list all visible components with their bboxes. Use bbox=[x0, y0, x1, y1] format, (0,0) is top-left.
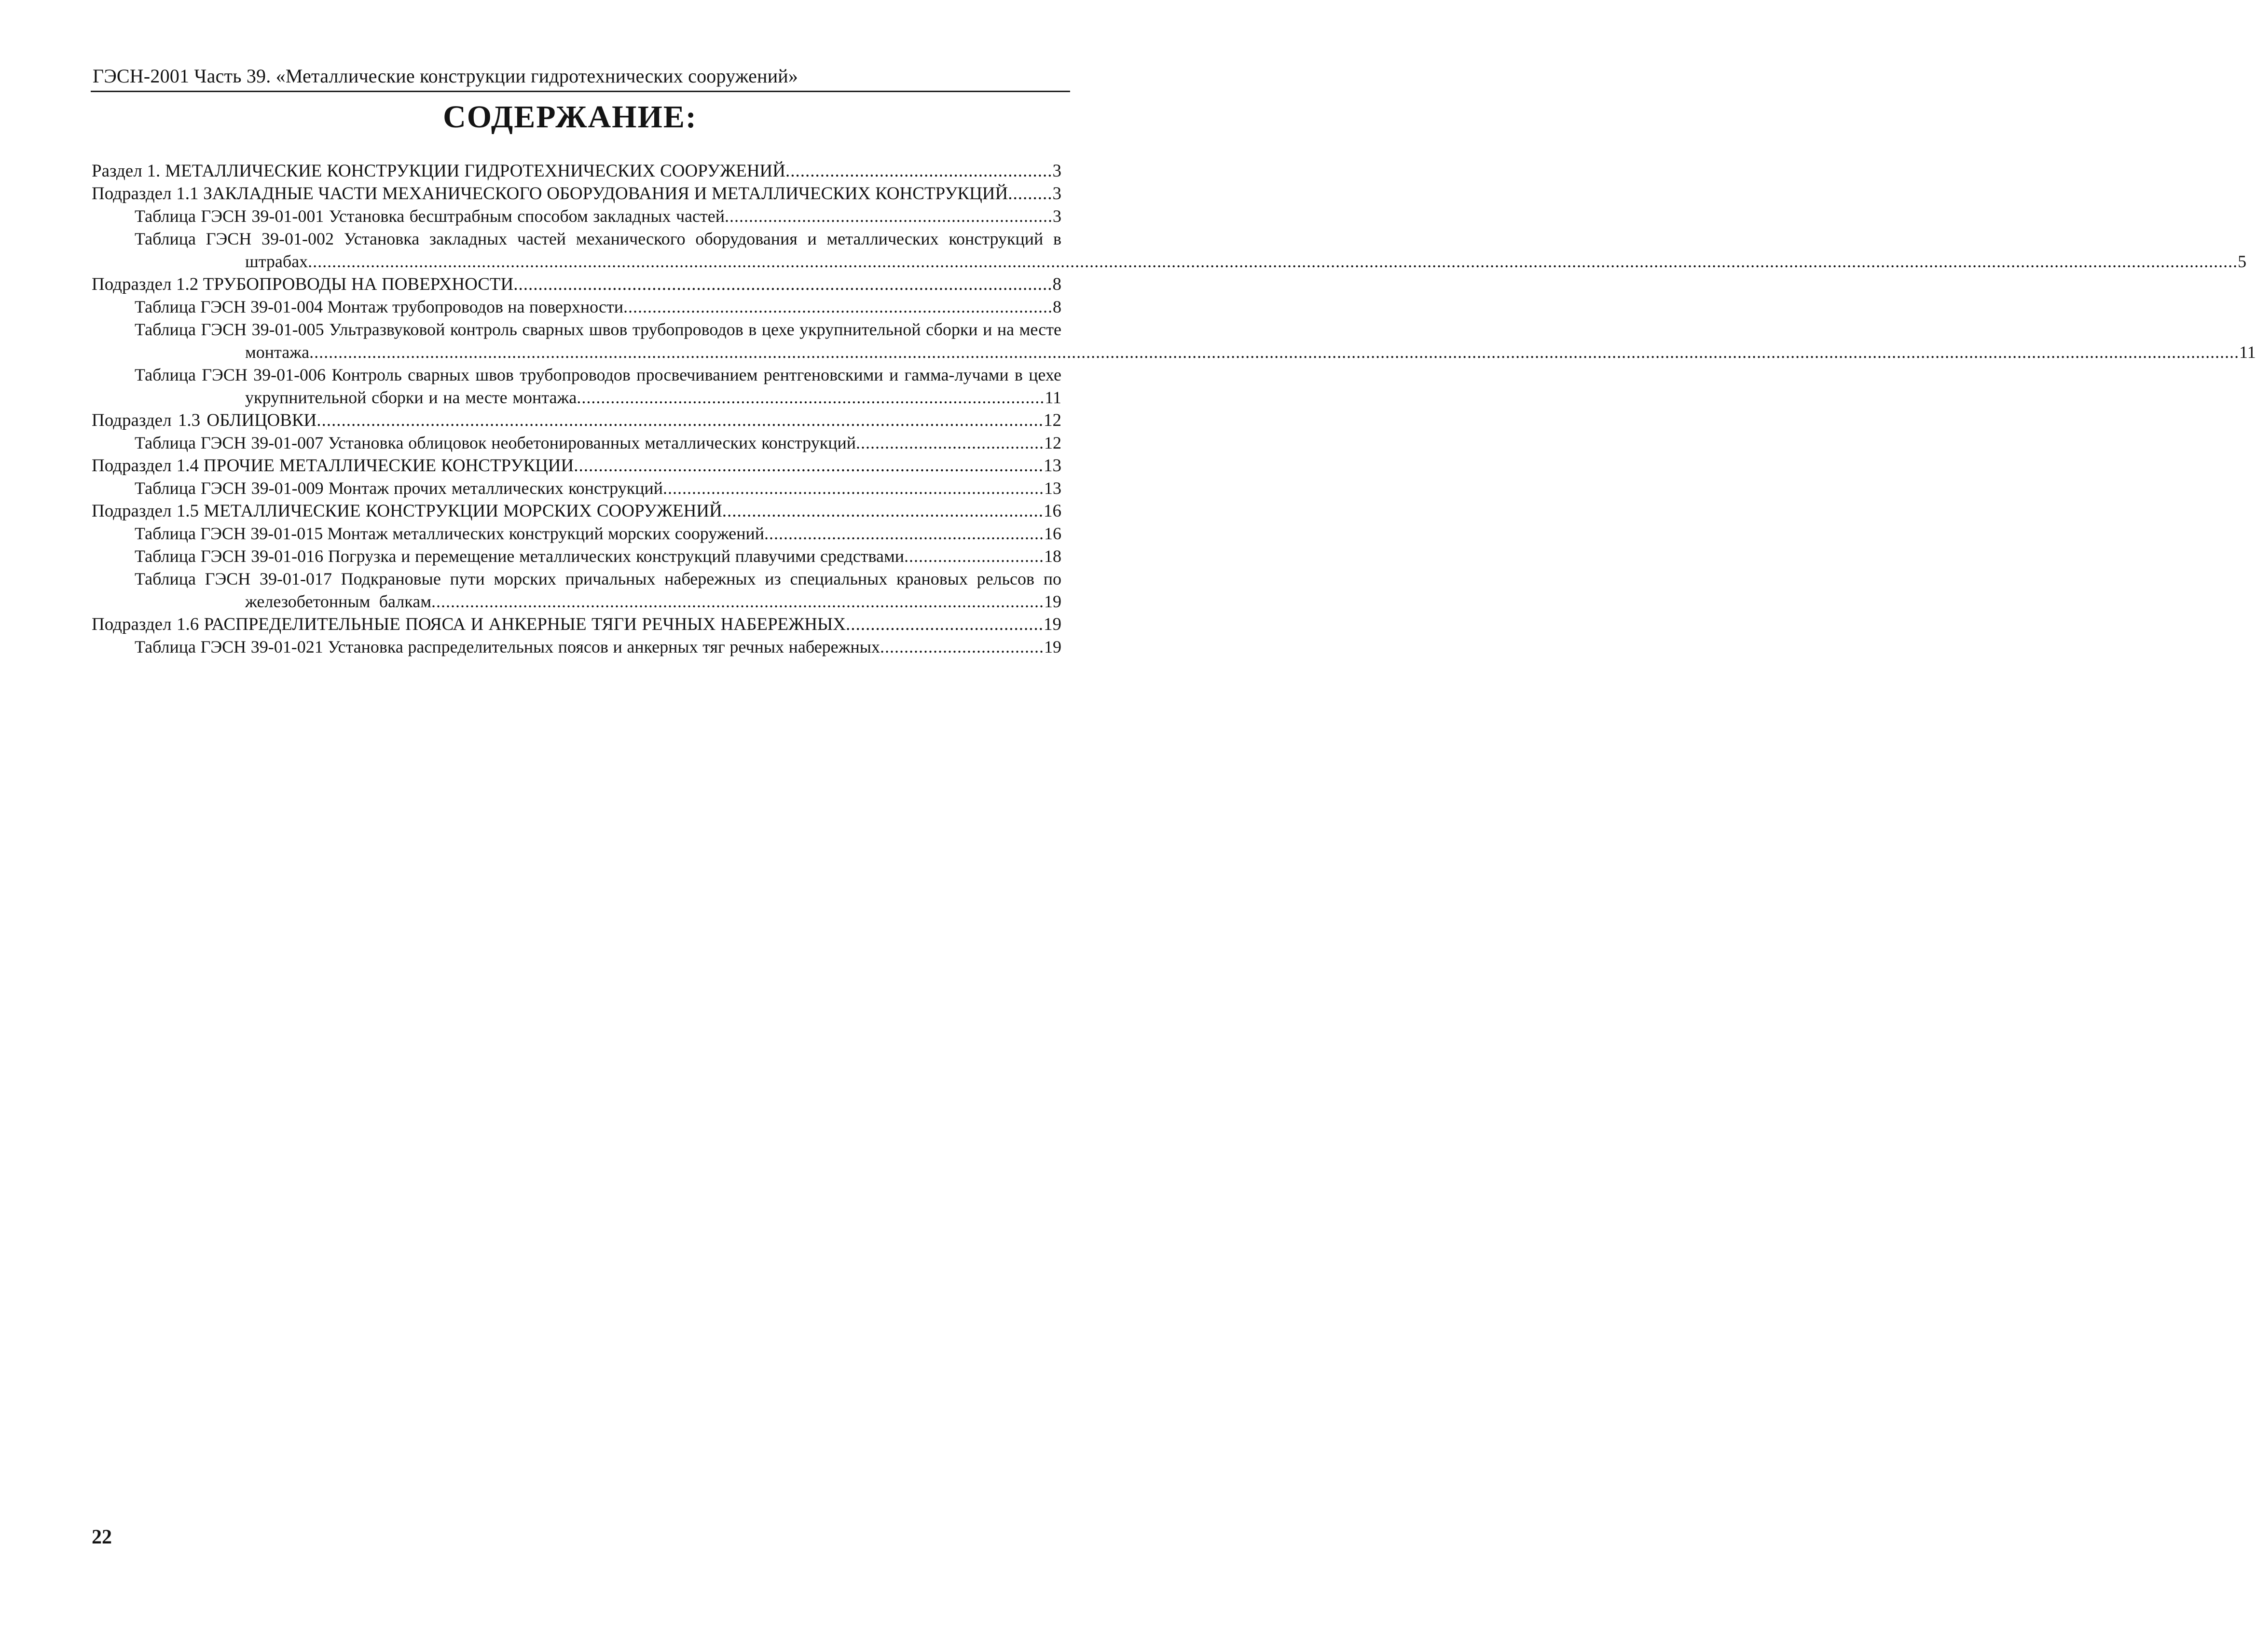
toc-dot-leader: .................................. bbox=[880, 637, 1044, 656]
toc-dot-leader: ................................................................................................................................................................................................................................................................................................................................................................................................................ bbox=[309, 342, 2240, 362]
toc-dot-leader: .......................................................... bbox=[764, 524, 1044, 543]
toc-entry bbox=[92, 409, 1061, 432]
toc-entry-page: 19 bbox=[1044, 614, 1061, 634]
toc-entry bbox=[92, 568, 1061, 613]
toc-entry-text: Подраздел 1.2 ТРУБОПРОВОДЫ НА ПОВЕРХНОСТИ bbox=[92, 274, 514, 294]
toc-dot-leader: ............................. bbox=[904, 546, 1044, 566]
toc-entry-text: Таблица ГЭСН 39-01-009 Монтаж прочих металлических конструкций bbox=[135, 478, 663, 498]
toc-entry bbox=[92, 364, 1061, 409]
toc-dot-leader: ......... bbox=[1008, 184, 1053, 204]
toc-entry-page: 19 bbox=[1044, 592, 1061, 611]
page-title: СОДЕРЖАНИЕ: bbox=[443, 99, 697, 135]
toc-entry-text: Таблица ГЭСН 39-01-017 Подкрановые пути морских причальных набережных из специальных крановых рельсов по железобетонным балкам bbox=[135, 569, 1061, 611]
toc-entry-page: 13 bbox=[1044, 456, 1061, 476]
toc-entry-text: Раздел 1. МЕТАЛЛИЧЕСКИЕ КОНСТРУКЦИИ ГИДРОТЕХНИЧЕСКИХ СООРУЖЕНИЙ bbox=[92, 161, 785, 181]
toc-entry-text: Таблица ГЭСН 39-01-006 Контроль сварных швов трубопроводов просвечиванием рентгеновскими и гамма-лучами в цехе укрупнительной сборки и на месте монтажа bbox=[135, 365, 1061, 407]
toc-entry-page: 18 bbox=[1044, 546, 1061, 566]
toc-entry-page: 3 bbox=[1053, 206, 1061, 226]
toc-entry-text: Таблица ГЭСН 39-01-001 Установка бесштрабным способом закладных частей bbox=[135, 206, 725, 226]
toc-dot-leader: ................................................................................................................................................................................................................................................................................................................................................................................................................ bbox=[308, 252, 2238, 271]
toc-entry-text: Подраздел 1.1 ЗАКЛАДНЫЕ ЧАСТИ МЕХАНИЧЕСКОГО ОБОРУДОВАНИЯ И МЕТАЛЛИЧЕСКИХ КОНСТРУКЦИЙ bbox=[92, 184, 1008, 204]
toc-entry-page: 11 bbox=[2239, 342, 2256, 362]
toc-entry bbox=[92, 477, 1061, 500]
toc-entry-page: 3 bbox=[1052, 184, 1061, 204]
toc-entry bbox=[92, 160, 1061, 182]
toc-dot-leader: ............................................................................................................. bbox=[513, 274, 1053, 294]
toc-dot-leader: ............................................................................................................................... bbox=[431, 592, 1044, 611]
toc-entry bbox=[92, 205, 1061, 228]
toc-entry-text: Таблица ГЭСН 39-01-016 Погрузка и перемещение металлических конструкций плавучими средствами bbox=[135, 546, 904, 566]
toc-entry bbox=[92, 613, 1061, 636]
toc-entry bbox=[92, 522, 1061, 545]
toc-entry-page: 3 bbox=[1052, 161, 1061, 181]
toc-entry bbox=[92, 500, 1061, 522]
toc-entry-page: 11 bbox=[1045, 388, 1061, 407]
running-header: ГЭСН-2001 Часть 39. «Металлические конструкции гидротехнических сооружений» bbox=[93, 65, 798, 87]
toc-entry bbox=[92, 432, 1061, 454]
toc-dot-leader: ............................................................................................... bbox=[574, 456, 1044, 476]
toc-entry-page: 8 bbox=[1053, 297, 1061, 316]
toc-entry-text: Подраздел 1.3 ОБЛИЦОВКИ bbox=[92, 410, 317, 430]
toc-entry-page: 13 bbox=[1044, 478, 1061, 498]
toc-entry-page: 19 bbox=[1044, 637, 1061, 656]
toc-entry-text: Таблица ГЭСН 39-01-002 Установка закладных частей механического оборудования и металлических конструкций в штрабах bbox=[135, 229, 1061, 271]
toc-entry-page: 12 bbox=[1044, 433, 1061, 452]
toc-entry bbox=[92, 545, 1061, 568]
toc-dot-leader: ........................................ bbox=[846, 614, 1044, 634]
toc-dot-leader: ............................................................................... bbox=[663, 478, 1044, 498]
toc-dot-leader: ...................................................... bbox=[785, 161, 1053, 181]
toc-dot-leader: .................................................................... bbox=[725, 206, 1053, 226]
header-divider bbox=[91, 91, 1070, 92]
toc-entry-page: 16 bbox=[1044, 524, 1061, 543]
toc-entry bbox=[92, 454, 1061, 477]
page-number: 22 bbox=[92, 1526, 112, 1548]
toc-dot-leader: ....................................... bbox=[856, 433, 1044, 452]
toc-dot-leader: ................................................................. bbox=[722, 501, 1044, 521]
toc-entry bbox=[92, 636, 1061, 658]
toc-entry-text: Подраздел 1.5 МЕТАЛЛИЧЕСКИЕ КОНСТРУКЦИИ МОРСКИХ СООРУЖЕНИЙ bbox=[92, 501, 722, 521]
toc-entry bbox=[92, 296, 1061, 318]
toc-entry-text: Подраздел 1.4 ПРОЧИЕ МЕТАЛЛИЧЕСКИЕ КОНСТРУКЦИИ bbox=[92, 456, 574, 476]
toc-entry-page: 12 bbox=[1044, 410, 1061, 430]
toc-entry-text: Таблица ГЭСН 39-01-004 Монтаж трубопроводов на поверхности bbox=[135, 297, 623, 316]
toc-entry-text: Таблица ГЭСН 39-01-021 Установка распределительных поясов и анкерных тяг речных набережных bbox=[135, 637, 880, 656]
toc-entry-text: Подраздел 1.6 РАСПРЕДЕЛИТЕЛЬНЫЕ ПОЯСА И АНКЕРНЫЕ ТЯГИ РЕЧНЫХ НАБЕРЕЖНЫХ bbox=[92, 614, 846, 634]
toc-entry-page: 16 bbox=[1044, 501, 1061, 521]
toc-entry bbox=[92, 228, 2247, 273]
toc-entry-text: Таблица ГЭСН 39-01-015 Монтаж металлических конструкций морских сооружений bbox=[135, 524, 764, 543]
toc-dot-leader: ......................................................................................... bbox=[623, 297, 1053, 316]
toc-dot-leader: ................................................................................................. bbox=[577, 388, 1045, 407]
toc-entry-text: Таблица ГЭСН 39-01-007 Установка облицовок необетонированных металлических конструкций bbox=[135, 433, 856, 452]
toc-entry-page: 8 bbox=[1052, 274, 1061, 294]
toc-entry bbox=[92, 273, 1061, 296]
toc-dot-leader: ................................................................................................................................................... bbox=[316, 410, 1044, 430]
table-of-contents bbox=[92, 160, 2256, 658]
toc-entry bbox=[92, 318, 2256, 364]
toc-entry-text: Таблица ГЭСН 39-01-005 Ультразвуковой контроль сварных швов трубопроводов в цехе укрупнительной сборки и на месте монтажа bbox=[135, 320, 1061, 362]
toc-entry-page: 5 bbox=[2238, 252, 2247, 271]
toc-entry bbox=[92, 182, 1061, 205]
